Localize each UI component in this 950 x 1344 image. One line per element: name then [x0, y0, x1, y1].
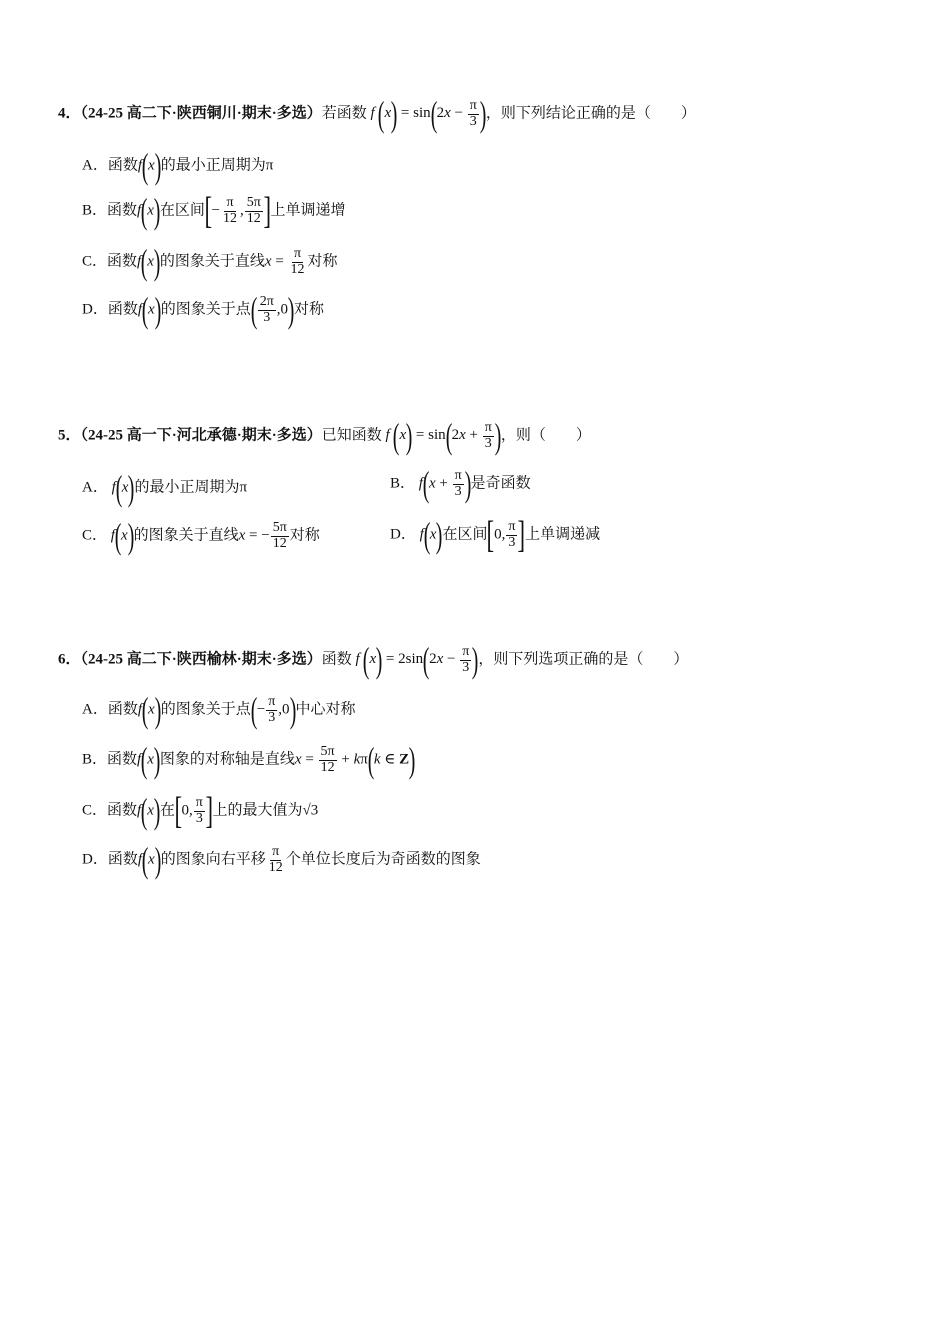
- option-text: 上单调递减: [525, 526, 601, 543]
- option-b: B．函数f(x)图象的对称轴是直线x = $\frac{5\pi}{12}$ + kπ(k ∈ Z): [82, 740, 416, 780]
- option-label: B．: [390, 475, 416, 492]
- option-text: 的图象关于直线: [159, 253, 265, 270]
- option-text: 对称: [289, 527, 320, 544]
- option-text: 在: [159, 802, 175, 819]
- option-text: 函数: [107, 802, 138, 819]
- option-label: B．: [82, 202, 108, 219]
- question-number: 6．: [58, 651, 81, 668]
- stem-text: 已知函数: [321, 427, 382, 444]
- math-expression: f (x) = sin(2x − $\frac{\pi}{3}$ ): [370, 94, 487, 134]
- option-text: 图象的对称轴是直线: [159, 751, 295, 768]
- option-text: 对称: [294, 301, 325, 318]
- option-text: 在区间: [442, 526, 488, 543]
- option-label: D．: [82, 851, 108, 868]
- option-d: D．函数f(x)的图象关于点( $\frac{2\pi}{3}$ ,0)对称: [82, 290, 325, 330]
- stem-text: ，则下列结论正确的是（ ）: [485, 105, 696, 122]
- option-label: C．: [82, 802, 108, 819]
- option-text: 的图象关于直线: [133, 527, 239, 544]
- option-label: C．: [82, 527, 108, 544]
- option-label: A．: [82, 157, 108, 174]
- stem-text: 函数: [321, 651, 352, 668]
- option-d: D． f(x)在区间[0, $\frac{\pi}{3}$ ]上单调递减: [390, 514, 601, 556]
- option-text: 函数: [107, 851, 138, 868]
- option-label: A．: [82, 701, 108, 718]
- option-label: D．: [82, 301, 108, 318]
- option-c: C．函数f(x)在[0, $\frac{\pi}{3}$ ]上的最大值为√3: [82, 790, 319, 832]
- option-text: 对称: [307, 253, 338, 270]
- option-b: B． f(x + $\frac{\pi}{3}$ )是奇函数: [390, 464, 531, 504]
- option-label: C．: [82, 253, 108, 270]
- option-text: 的最小正周期为π: [134, 479, 248, 496]
- question-5-stem: [58, 418, 591, 454]
- option-text: 的图象向右平移: [160, 851, 266, 868]
- option-text: 个单位长度后为奇函数的图象: [285, 851, 481, 868]
- option-label: D．: [390, 526, 416, 543]
- option-a: A． f(x)的最小正周期为π: [82, 468, 248, 508]
- option-label: A．: [82, 479, 108, 496]
- question-number: 4．: [58, 105, 81, 122]
- question-source: （24-25 高二下·陕西榆林·期末·多选）: [80, 651, 322, 668]
- option-text: 函数: [107, 253, 138, 270]
- question-4-stem: [58, 96, 696, 132]
- option-text: 的图象关于点: [160, 701, 251, 718]
- option-text: 函数: [107, 751, 138, 768]
- option-text: 在区间: [159, 202, 205, 219]
- option-text: 函数: [107, 202, 138, 219]
- option-label: B．: [82, 751, 108, 768]
- math-expression: f (x) = 2sin(2x − $\frac{\pi}{3}$ ): [355, 640, 479, 680]
- question-source: （24-25 高二下·陕西铜川·期末·多选）: [80, 105, 322, 122]
- option-c: C． f(x)的图象关于直线x = − $\frac{5\pi}{12}$ 对称: [82, 516, 320, 556]
- option-text: 的图象关于点: [160, 301, 251, 318]
- option-text: 函数: [107, 701, 138, 718]
- question-number: 5．: [58, 427, 81, 444]
- option-a: A．函数f(x)的最小正周期为π: [82, 146, 274, 186]
- option-d: D．函数f(x)的图象向右平移 $\frac{\pi}{12}$ 个单位长度后为奇函数的图象: [82, 840, 481, 880]
- stem-text: 若函数: [321, 105, 367, 122]
- option-b: B．函数f(x)在区间[− $\frac{\pi}{12}$ , $\frac{5\pi}{12}$ ]上单调递增: [82, 190, 346, 232]
- question-6-stem: [58, 642, 688, 678]
- option-text: 函数: [107, 157, 138, 174]
- stem-text: ，则（ ）: [500, 427, 591, 444]
- option-text: 中心对称: [295, 701, 356, 718]
- option-c: C．函数f(x)的图象关于直线x = $\frac{\pi}{12}$ 对称: [82, 242, 338, 282]
- option-text: 的最小正周期为π: [160, 157, 274, 174]
- stem-text: ，则下列选项正确的是（ ）: [478, 651, 689, 668]
- option-text: 上单调递增: [270, 202, 346, 219]
- option-a: A．函数f(x)的图象关于点(− $\frac{\pi}{3}$ ,0)中心对称: [82, 690, 356, 730]
- question-source: （24-25 高一下·河北承德·期末·多选）: [80, 427, 322, 444]
- option-text: 上的最大值为: [212, 802, 303, 819]
- option-text: 是奇函数: [470, 475, 531, 492]
- math-expression: f (x) = sin(2x + $\frac{\pi}{3}$ ): [385, 416, 502, 456]
- option-text: 函数: [107, 301, 138, 318]
